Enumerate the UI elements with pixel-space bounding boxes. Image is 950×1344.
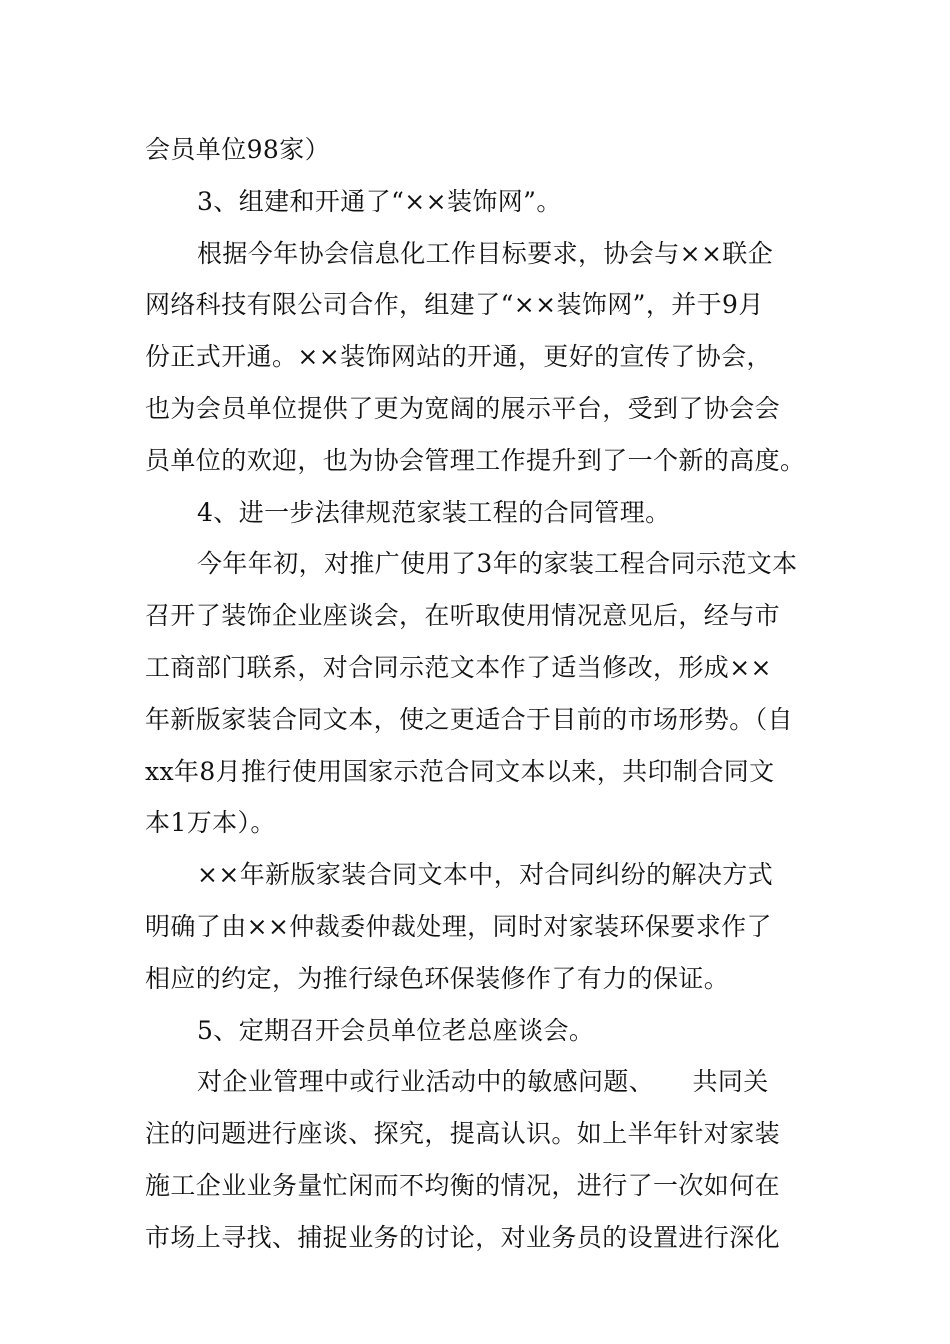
text-line: 对企业管理中或行业活动中的敏感问题、 共同关	[197, 1067, 769, 1097]
text-line: 明确了由××仲裁委仲裁处理，同时对家装环保要求作了	[145, 911, 772, 941]
text-line: 会员单位98家）	[145, 135, 331, 164]
text-line: 市场上寻找、捕捉业务的讨论，对业务员的设置进行深化	[145, 1222, 781, 1252]
text-line: 本1万本）。	[145, 808, 276, 838]
paragraph-contract-revision	[145, 538, 810, 849]
heading-text: 3、组建和开通了“××装饰网”。	[197, 186, 562, 216]
text-line: 员单位的欢迎，也为协会管理工作提升到了一个新的高度。	[145, 445, 806, 475]
text-line: 工商部门联系，对合同示范文本作了适当修改，形成××	[145, 652, 772, 682]
text-line: 年新版家装合同文本，使之更适合于目前的市场形势。（自	[145, 704, 793, 734]
text-line: ××年新版家装合同文本中，对合同纠纷的解决方式	[197, 860, 774, 890]
text-line: 也为会员单位提供了更为宽阔的展示平台，受到了协会会	[145, 393, 781, 423]
text-line: 今年年初，对推广使用了3年的家装工程合同示范文本	[197, 549, 798, 579]
text-line: 注的问题进行座谈、探究，提高认识。如上半年针对家装	[145, 1119, 781, 1149]
section-heading-5	[145, 1005, 810, 1057]
paragraph-website	[145, 228, 810, 487]
section-heading-4	[145, 487, 810, 539]
heading-text: 4、进一步法律规范家装工程的合同管理。	[197, 497, 671, 527]
text-line: 根据今年协会信息化工作目标要求，协会与××联企	[197, 238, 774, 268]
heading-text: 5、定期召开会员单位老总座谈会。	[197, 1015, 595, 1045]
paragraph-symposium	[145, 1056, 810, 1263]
text-line: 施工企业业务量忙闲而不均衡的情况，进行了一次如何在	[145, 1170, 781, 1200]
paragraph-contract-arbitration	[145, 849, 810, 1004]
text-line: 网络科技有限公司合作，组建了“××装饰网”，并于9月	[145, 290, 764, 320]
text-line: 相应的约定，为推行绿色环保装修作了有力的保证。	[145, 963, 730, 993]
document-body	[145, 124, 810, 1264]
paragraph-continuation	[145, 124, 810, 176]
text-line: 召开了装饰企业座谈会，在听取使用情况意见后，经与市	[145, 601, 781, 631]
text-line: 份正式开通。××装饰网站的开通，更好的宣传了协会，	[145, 342, 772, 372]
text-line: xx年8月推行使用国家示范合同文本以来，共印制合同文	[145, 756, 775, 786]
section-heading-3	[145, 176, 810, 228]
